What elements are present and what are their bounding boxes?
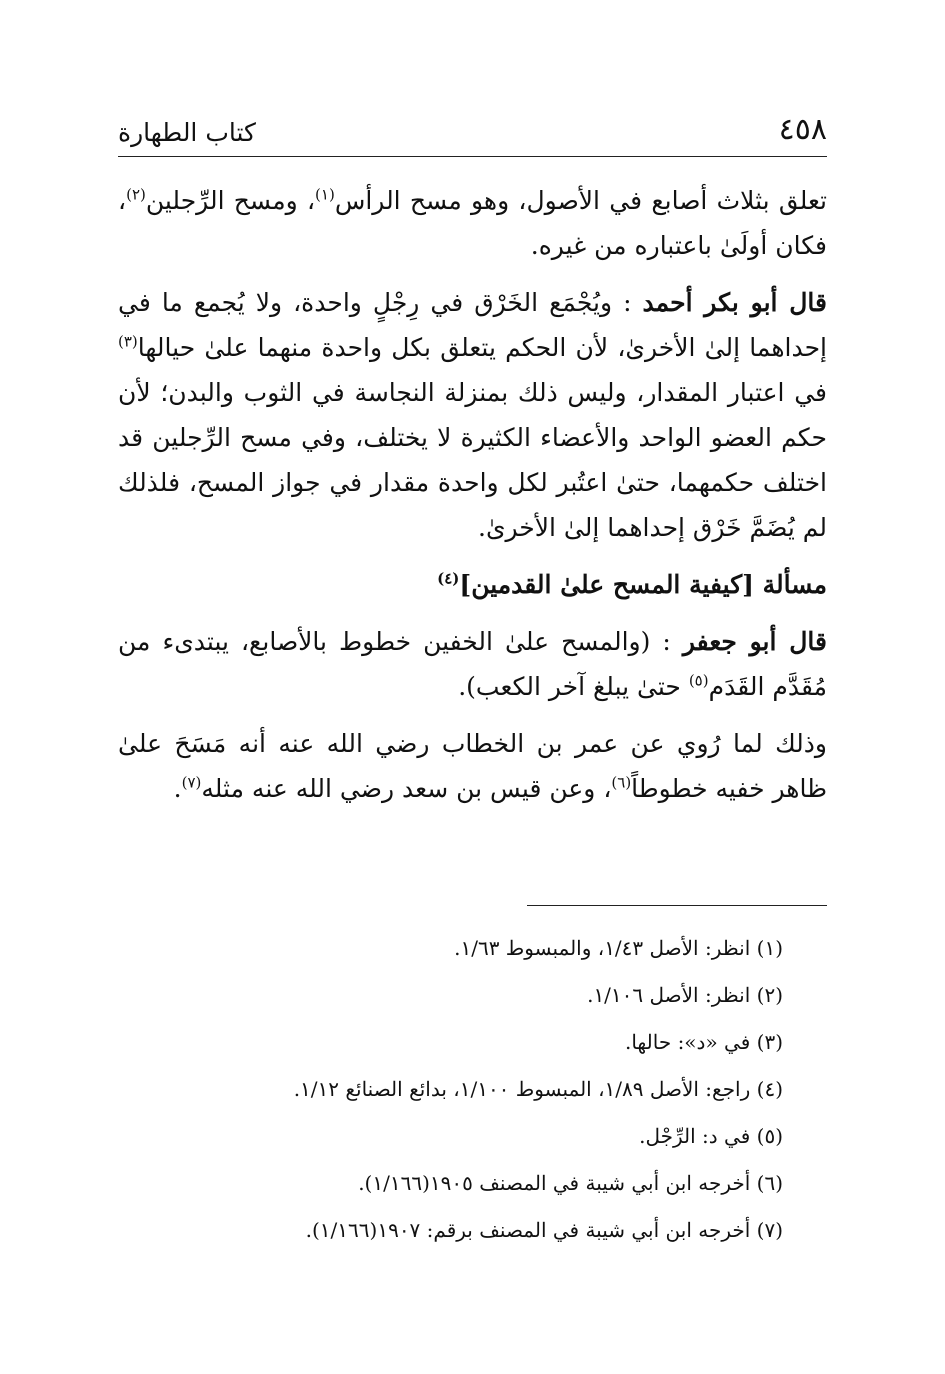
- footnote-divider: [527, 905, 827, 906]
- paragraph: تعلق بثلاث أصابع في الأصول، وهو مسح الرأس$^{(١)}$، ومسح الرِّجلين$^{(٢)}$، فكان أولَىٰ باعتباره من غيره.: [118, 185, 827, 260]
- footnote-ref[interactable]: (١): [315, 185, 335, 204]
- main-text: [118, 178, 827, 823]
- footnote-ref[interactable]: (٣): [118, 332, 138, 351]
- speaker-lead: قال أبو جعفر: [682, 627, 827, 656]
- footnotes: [118, 925, 783, 1254]
- footnote-ref[interactable]: (٥): [688, 671, 709, 690]
- footnote: (٤) راجع: الأصل ١/٨٩، المبسوط ١/١٠٠، بدائع الصنائع ١/١٢.: [293, 1077, 783, 1101]
- footnote: (٣) في «د»: حالها.: [624, 1030, 783, 1054]
- footnote-ref[interactable]: (٧): [181, 773, 202, 792]
- footnote: (٢) انظر: الأصل ١/١٠٦.: [587, 983, 783, 1007]
- paragraph: وذلك لما رُوي عن عمر بن الخطاب رضي الله عنه أنه مَسَحَ علىٰ ظاهر خفيه خطوطاً$^{(٦)}$، وعن قيس بن سعد رضي الله عنه مثله$^{(٧)}$.: [118, 729, 827, 803]
- footnote-ref[interactable]: (٦): [611, 773, 632, 792]
- page-number: ٤٥٨: [778, 112, 827, 147]
- paragraph: قال أبو بكر أحمد : ويُجْمَع الخَرْق في رِجْلٍ واحدة، ولا يُجمع ما في إحداهما إلىٰ الأخرىٰ، لأن الحكم يتعلق بكل واحدة منهما علىٰ حيالها$^{(٣)}$ في اعتبار المقدار، وليس ذلك بمنزلة النجاسة في الثوب والبدن؛ لأن حكم العضو الواحد والأعضاء الكثيرة لا يختلف، وفي مسح الرِّجلين قد اختلف حكمهما، حتىٰ اعتُبر لكل واحدة مقدار في جواز المسح، فلذلك لم يُضَمَّ خَرْق إحداهما إلىٰ الأخرىٰ.: [118, 288, 827, 542]
- footnote: (١) انظر: الأصل ١/٤٣، والمبسوط ١/٦٣.: [454, 936, 783, 960]
- footnote: (٥) في د: الرِّجْل.: [639, 1124, 783, 1148]
- speaker-lead: قال أبو بكر أحمد: [642, 288, 827, 317]
- running-title: كتاب الطهارة: [118, 118, 256, 147]
- footnote-ref[interactable]: (٤): [437, 569, 460, 588]
- footnote: (٦) أخرجه ابن أبي شيبة في المصنف ١٩٠٥(١/١٦٦).: [358, 1171, 783, 1195]
- section-heading: مسألة [كيفية المسح علىٰ القدمين]$^{(٤)}$: [437, 569, 827, 599]
- paragraph: قال أبو جعفر : (والمسح علىٰ الخفين خطوط بالأصابع، يبتدىء من مُقَدَّم القَدَم$^{(٥)}$ حتىٰ يبلغ آخر الكعب).: [118, 627, 827, 701]
- footnote-ref[interactable]: (٢): [126, 185, 146, 204]
- page-header: [118, 108, 827, 157]
- footnote: (٧) أخرجه ابن أبي شيبة في المصنف برقم: ١٩٠٧(١/١٦٦).: [305, 1218, 783, 1242]
